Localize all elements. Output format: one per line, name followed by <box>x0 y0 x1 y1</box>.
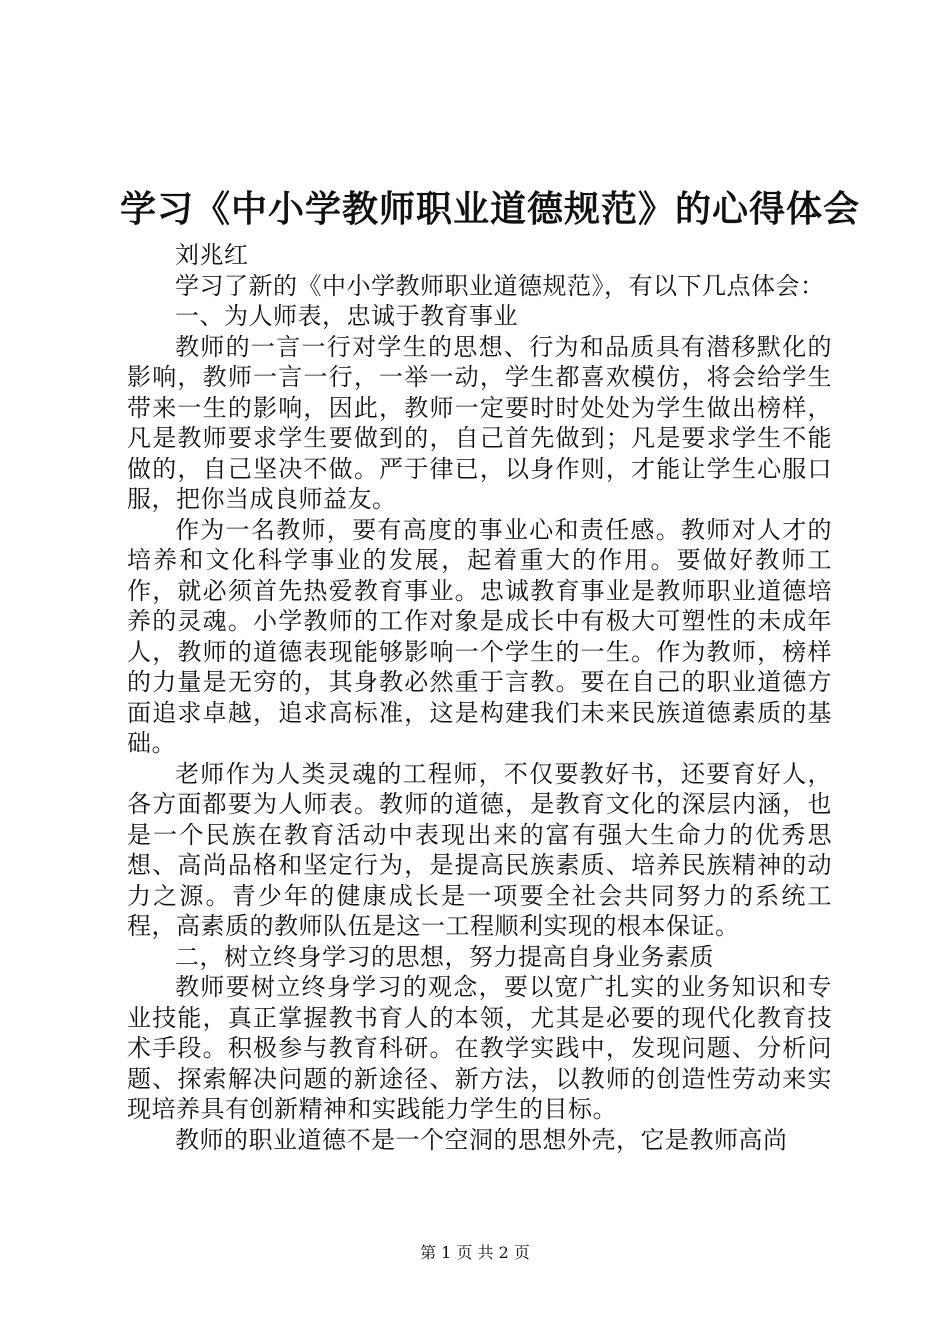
document-title: 学习《中小学教师职业道德规范》的心得体会 <box>120 189 861 230</box>
paragraph-intro: 学习了新的《中小学教师职业道德规范》，有以下几点体会： <box>175 271 825 300</box>
section-heading-2: 二，树立终身学习的思想，努力提高自身业务素质 <box>175 942 714 971</box>
paragraph: 教师的一言一行对学生的思想、行为和品质具有潜移默化的影响，教师一言一行，一举一动，学生都喜欢模仿，将会给学生带来一生的影响，因此，教师一定要时时处处为学生做出榜样，凡是教师要求学生要做到的，自己首先做到；凡是要求学生不能做的，自己坚决不做。严于律已，以身作则，才能让学生心服口服，把你当成良师益友。 <box>127 332 832 513</box>
paragraph: 作为一名教师，要有高度的事业心和责任感。教师对人才的培养和文化科学事业的发展，起着重大的作用。要做好教师工作，就必须首先热爱教育事业。忠诚教育事业是教师职业道德培养的灵魂。小学教师的工作对象是成长中有极大可塑性的未成年人，教师的道德表现能够影响一个学生的一生。作为教师，榜样的力量是无穷的，其身教必然重于言教。要在自己的职业道德方面追求卓越，追求高标准，这是构建我们未来民族道德素质的基础。 <box>127 515 832 757</box>
page-footer: 第 1 页 共 2 页 <box>420 1243 530 1262</box>
paragraph: 教师要树立终身学习的观念，要以宽广扎实的业务知识和专业技能，真正掌握教书育人的本领，尤其是必要的现代化教育技术手段。积极参与教育科研。在教学实践中，发现问题、分析问题、探索解决问题的新途径、新方法，以教师的创造性劳动来实现培养具有创新精神和实践能力学生的目标。 <box>127 973 832 1123</box>
paragraph: 教师的职业道德不是一个空洞的思想外壳，它是教师高尚 <box>175 1125 788 1154</box>
paragraph: 老师作为人类灵魂的工程师，不仅要教好书，还要育好人，各方面都要为人师表。教师的道德，是教育文化的深层内涵，也是一个民族在教育活动中表现出来的富有强大生命力的优秀思想、高尚品格和坚定行为，是提高民族素质、培养民族精神的动力之源。青少年的健康成长是一项要全社会共同努力的系统工程，高素质的教师队伍是这一工程顺利实现的根本保证。 <box>127 759 832 940</box>
document-body <box>127 240 832 1155</box>
author-line: 刘兆红 <box>175 241 249 269</box>
section-heading-1: 一、为人师表，忠诚于教育事业 <box>175 302 518 330</box>
